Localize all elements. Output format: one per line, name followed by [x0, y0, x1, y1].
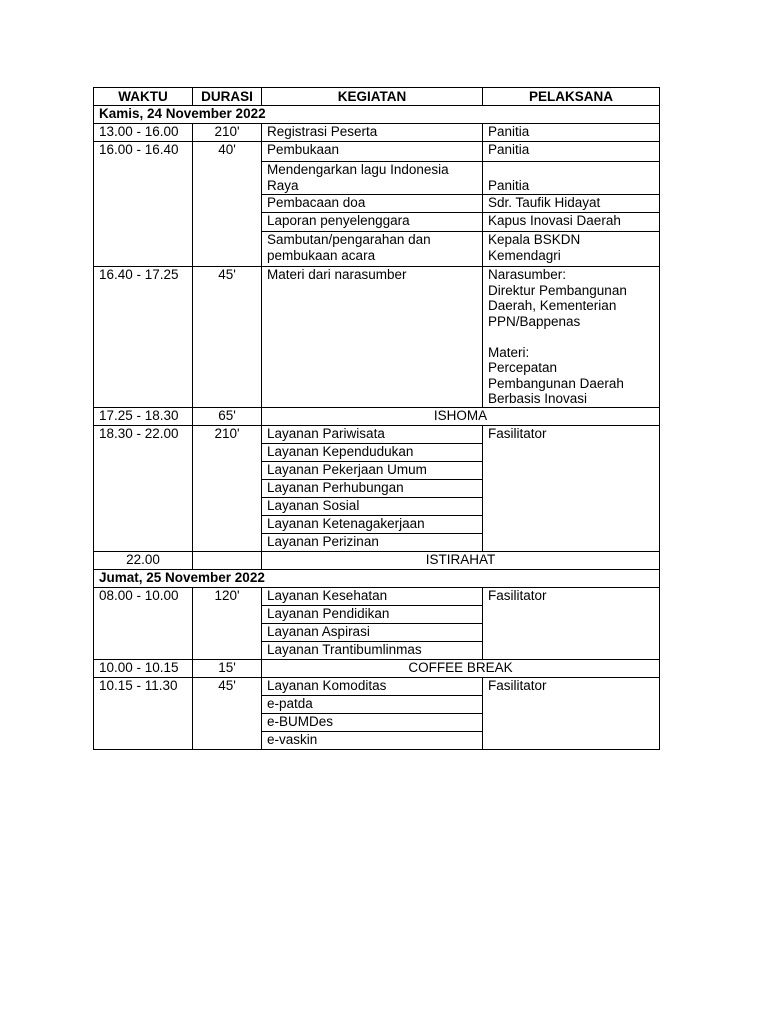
kegiatan-cell: Mendengarkan lagu Indonesia Raya: [262, 162, 483, 195]
header-row: [94, 88, 660, 106]
kegiatan-cell: Layanan Pendidikan: [262, 605, 483, 623]
header-pelaksana: PELAKSANA: [483, 88, 660, 106]
pelaksana-cell: Fasilitator: [483, 677, 660, 749]
table-row: [94, 124, 660, 142]
kegiatan-cell: Layanan Ketenagakerjaan: [262, 515, 483, 533]
waktu-cell: 16.40 - 17.25: [94, 267, 193, 408]
kegiatan-cell: e-patda: [262, 695, 483, 713]
day-row: [94, 569, 660, 587]
break-label: COFFEE BREAK: [262, 659, 660, 677]
kegiatan-cell: Layanan Kependudukan: [262, 443, 483, 461]
durasi-cell: 45': [193, 267, 262, 408]
table-row: [94, 677, 660, 695]
kegiatan-cell: Layanan Komoditas: [262, 677, 483, 695]
kegiatan-cell: e-vaskin: [262, 731, 483, 749]
kegiatan-cell: Layanan Sosial: [262, 497, 483, 515]
waktu-cell: 10.15 - 11.30: [94, 677, 193, 749]
day-label: Kamis, 24 November 2022: [94, 106, 660, 124]
table-row: [94, 407, 660, 425]
waktu-cell: 13.00 - 16.00: [94, 124, 193, 142]
waktu-cell: 17.25 - 18.30: [94, 407, 193, 425]
kegiatan-cell: Pembukaan: [262, 142, 483, 162]
kegiatan-cell: Layanan Aspirasi: [262, 623, 483, 641]
durasi-cell: 15': [193, 659, 262, 677]
pelaksana-cell: Sdr. Taufik Hidayat: [483, 195, 660, 213]
pelaksana-cell: Panitia: [483, 142, 660, 162]
kegiatan-cell: Layanan Perhubungan: [262, 479, 483, 497]
table-row: [94, 587, 660, 605]
kegiatan-cell: Layanan Pariwisata: [262, 425, 483, 443]
schedule-table: [93, 87, 660, 750]
day-label: Jumat, 25 November 2022: [94, 569, 660, 587]
table-row: [94, 142, 660, 162]
kegiatan-cell: Sambutan/pengarahan dan pembukaan acara: [262, 232, 483, 267]
table-row: [94, 267, 660, 408]
kegiatan-cell: Pembacaan doa: [262, 195, 483, 213]
kegiatan-cell: Layanan Perizinan: [262, 533, 483, 551]
kegiatan-cell: Materi dari narasumber: [262, 267, 483, 408]
break-label: ISTIRAHAT: [262, 551, 660, 569]
durasi-cell: 40': [193, 142, 262, 267]
kegiatan-cell: Registrasi Peserta: [262, 124, 483, 142]
table-row: [94, 425, 660, 443]
pelaksana-cell: Panitia: [483, 124, 660, 142]
header-durasi: DURASI: [193, 88, 262, 106]
pelaksana-cell: Kepala BSKDN Kemendagri: [483, 232, 660, 267]
header-waktu: WAKTU: [94, 88, 193, 106]
durasi-cell: 210': [193, 124, 262, 142]
kegiatan-cell: Layanan Trantibumlinmas: [262, 641, 483, 659]
kegiatan-cell: Layanan Pekerjaan Umum: [262, 461, 483, 479]
pelaksana-cell: Fasilitator: [483, 425, 660, 551]
day-row: [94, 106, 660, 124]
durasi-cell: 210': [193, 425, 262, 551]
durasi-cell: 120': [193, 587, 262, 659]
break-label: ISHOMA: [262, 407, 660, 425]
waktu-cell: 18.30 - 22.00: [94, 425, 193, 551]
pelaksana-cell: Narasumber: Direktur Pembangunan Daerah, Kementerian PPN/Bappenas Materi: Percepatan Pembangunan Daerah Berbasis Inovasi: [483, 267, 660, 408]
waktu-cell: 10.00 - 10.15: [94, 659, 193, 677]
waktu-cell: 22.00: [94, 551, 193, 569]
pelaksana-cell: Panitia: [483, 162, 660, 195]
table-row: [94, 659, 660, 677]
waktu-cell: 16.00 - 16.40: [94, 142, 193, 267]
durasi-cell: 65': [193, 407, 262, 425]
kegiatan-cell: e-BUMDes: [262, 713, 483, 731]
durasi-cell: [193, 551, 262, 569]
pelaksana-cell: Kapus Inovasi Daerah: [483, 213, 660, 232]
kegiatan-cell: Layanan Kesehatan: [262, 587, 483, 605]
waktu-cell: 08.00 - 10.00: [94, 587, 193, 659]
durasi-cell: 45': [193, 677, 262, 749]
header-kegiatan: KEGIATAN: [262, 88, 483, 106]
kegiatan-cell: Laporan penyelenggara: [262, 213, 483, 232]
pelaksana-cell: Fasilitator: [483, 587, 660, 659]
table-row: [94, 551, 660, 569]
